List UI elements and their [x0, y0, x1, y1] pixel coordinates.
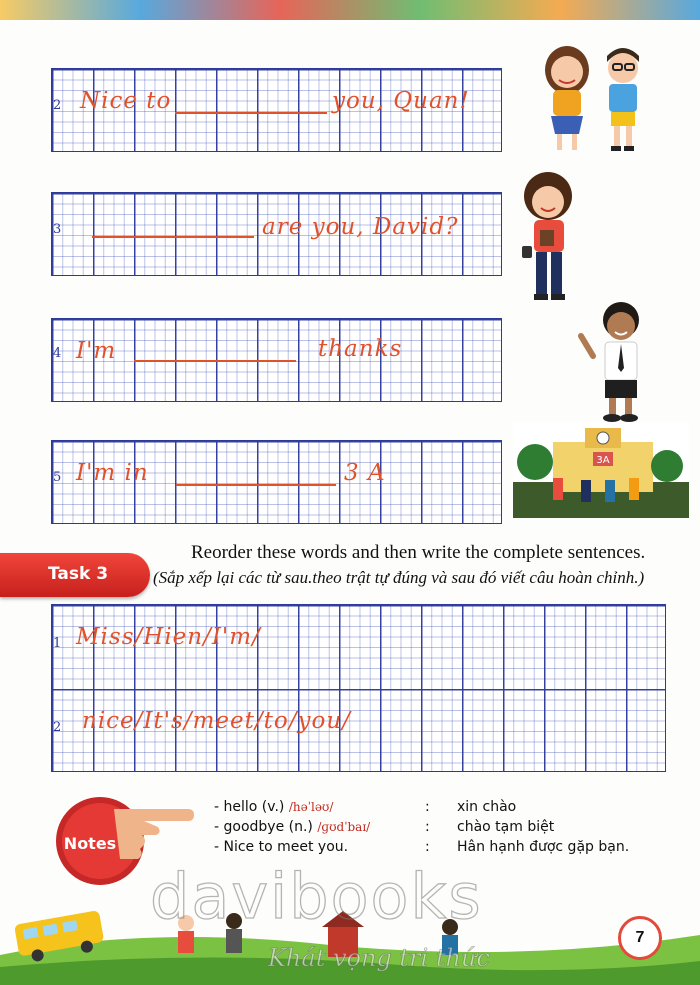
two-kids-illustration	[535, 38, 655, 156]
note-term: - Nice to meet you.	[214, 839, 349, 855]
waving-boy-illustration	[575, 296, 655, 424]
fill-blank-line	[176, 484, 336, 486]
note-meaning: Hân hạnh được gặp bạn.	[457, 839, 630, 855]
handwriting-prefix: I'm in	[76, 460, 149, 486]
line-number: 2	[53, 98, 62, 113]
line-number: 5	[53, 470, 62, 485]
line-number: 3	[53, 222, 62, 237]
decorative-top-border	[0, 0, 700, 20]
fill-blank-line	[175, 112, 327, 114]
fill-blank-line	[134, 360, 296, 362]
reorder-words-line-1: Miss/Hien/I'm/	[76, 624, 261, 650]
note-meaning: xin chào	[457, 799, 517, 815]
notes-label: Notes	[63, 834, 117, 853]
note-ipa: /ɡʊdˈbaɪ/	[317, 820, 371, 834]
fill-blank-line	[92, 236, 254, 238]
task-3-instruction: Reorder these words and then write the complete sentences.	[191, 542, 646, 563]
note-item	[214, 819, 370, 835]
note-colon: :	[425, 819, 430, 835]
handwriting-prefix: Nice to	[80, 88, 172, 114]
reorder-words-line-2: nice/It's/meet/to/you/	[82, 708, 351, 734]
note-meaning: chào tạm biệt	[457, 819, 555, 835]
task-3-instruction-vietnamese: (Sắp xếp lại các từ sau.theo trật tự đúng và sau đó viết câu hoàn chỉnh.)	[153, 568, 645, 587]
school-building-illustration	[513, 422, 689, 518]
note-item	[214, 799, 333, 815]
watermark-brand: davibooks	[150, 860, 483, 933]
handwriting-prefix: I'm	[76, 338, 117, 364]
task-3-label: Task 3	[48, 564, 109, 584]
handwriting-suffix: you, Quan!	[332, 88, 470, 114]
note-item	[214, 839, 348, 855]
page-number: 7	[618, 916, 662, 960]
watermark-tagline: Khát vọng tri thức	[268, 944, 490, 972]
note-term: - hello (v.)	[214, 799, 285, 815]
note-ipa: /həˈləʊ/	[288, 800, 334, 814]
line-number: 1	[53, 636, 62, 651]
note-colon: :	[425, 839, 430, 855]
line-number: 4	[53, 346, 62, 361]
handwriting-suffix: 3 A	[344, 460, 386, 486]
line-number: 2	[53, 720, 62, 735]
note-colon: :	[425, 799, 430, 815]
handwriting-suffix: thanks	[318, 336, 403, 362]
boy-with-book-illustration	[514, 170, 584, 305]
note-term: - goodbye (n.)	[214, 819, 313, 835]
school-sign: 3A	[596, 455, 610, 466]
handwriting-suffix: are you, David?	[262, 214, 459, 240]
